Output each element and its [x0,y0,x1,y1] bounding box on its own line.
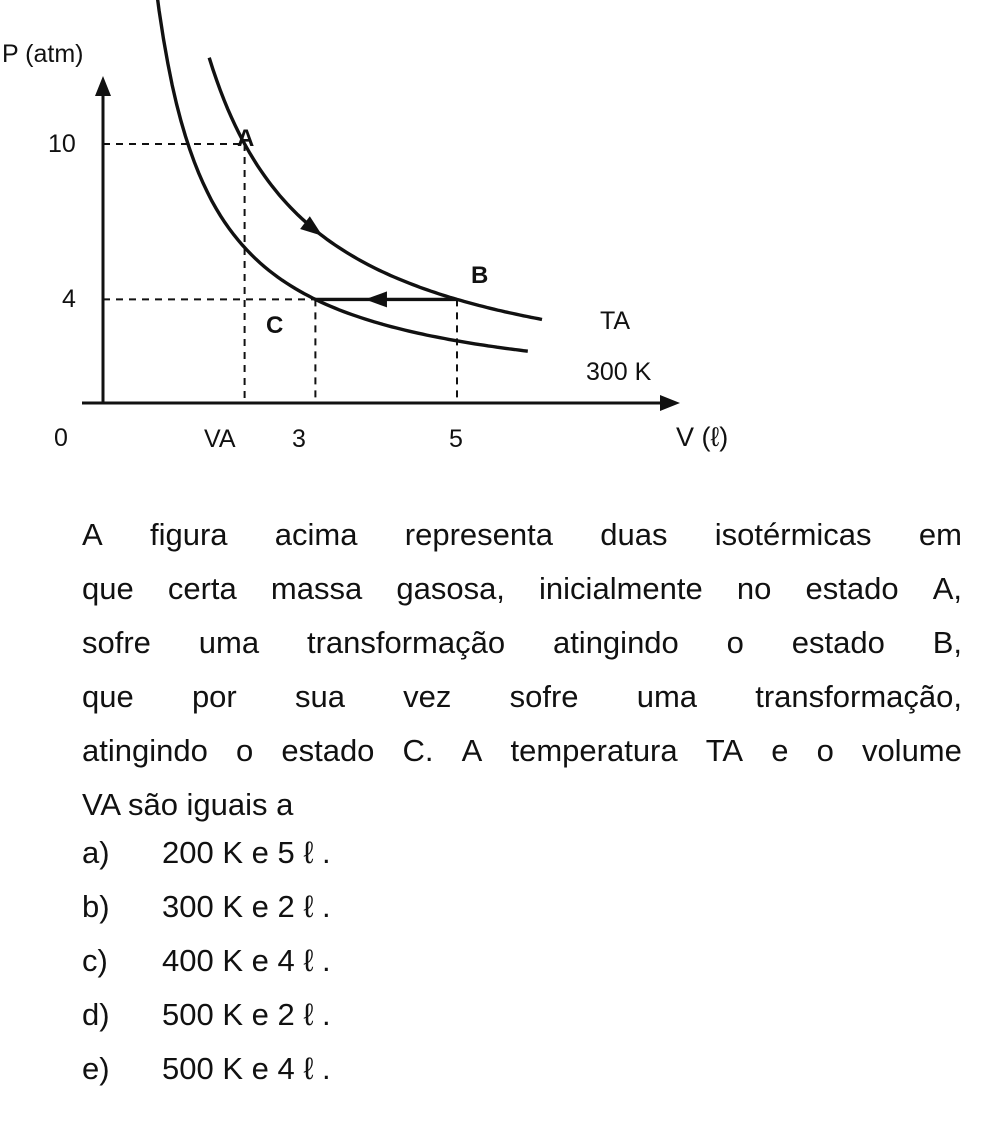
option-text: 300 K e 2 ℓ . [162,889,331,924]
option-letter: a) [82,835,110,870]
question-word: A, [932,571,962,606]
x-axis-label: V (ℓ) [676,422,729,452]
question-word: A [82,517,103,552]
question-word: estado [281,733,375,768]
question-word: figura [149,517,228,552]
question-word: inicialmente [539,571,703,606]
question-line [82,724,962,778]
question-word: sofre [509,679,579,714]
option-text: 500 K e 4 ℓ . [162,1051,331,1086]
option-letter: c) [82,943,108,978]
question-word: e [771,733,789,768]
option-text: 400 K e 4 ℓ . [162,943,331,978]
question-word: que [82,571,134,606]
question-word: estado [805,571,899,606]
question-word: isotérmicas [714,517,872,552]
question-word: volume [861,733,962,768]
x-axis-arrowhead [660,395,680,411]
pv-diagram [0,0,984,500]
question-word: TA [705,733,744,768]
option-text: 500 K e 2 ℓ . [162,997,331,1032]
question-word: estado [791,625,885,660]
option-a[interactable] [82,826,331,880]
x-tick-label-5: 5 [449,425,463,453]
question-word: no [736,571,772,606]
point-label-c: C [266,312,284,339]
origin-label: 0 [54,424,68,452]
question-word: uma [198,625,260,660]
point-label-a: A [237,125,255,152]
option-e[interactable] [82,1042,331,1096]
question-word: certa [167,571,237,606]
question-word: A [461,733,483,768]
question-line: VA são iguais a [82,787,294,822]
y-axis-label: P (atm) [2,40,84,68]
question-word: atingindo [552,625,679,660]
isotherm-ta-curve [209,58,542,320]
question-word: em [918,517,962,552]
question-word: gasosa, [396,571,505,606]
question-word: sua [294,679,345,714]
answer-options [82,826,331,1096]
point-label-b: B [471,262,489,289]
question-line [82,508,962,562]
question-word: o [816,733,834,768]
question-text [82,508,962,832]
curve-label-ta: TA [600,307,631,335]
question-line [82,562,962,616]
curve-label-300k: 300 K [586,358,652,386]
question-word: por [191,679,237,714]
option-d[interactable] [82,988,331,1042]
y-tick-label-4: 4 [62,285,76,313]
question-word: o [235,733,254,768]
option-letter: e) [82,1051,110,1086]
question-word: massa [270,571,363,606]
question-word: representa [404,517,553,552]
question-word: C. [402,733,434,768]
question-word: acima [274,517,358,552]
question-word: B, [932,625,962,660]
option-text: 200 K e 5 ℓ . [162,835,331,870]
question-word: uma [636,679,698,714]
option-letter: d) [82,997,110,1032]
question-word: temperatura [510,733,678,768]
option-b[interactable] [82,880,331,934]
arrow-left-icon [365,291,387,307]
question-line [82,670,962,724]
option-c[interactable] [82,934,331,988]
x-tick-label-3: 3 [292,425,306,453]
question-word: atingindo [82,733,208,768]
question-word: o [726,625,744,660]
question-word: sofre [82,625,151,660]
option-letter: b) [82,889,110,924]
y-tick-label-10: 10 [48,130,76,158]
question-word: vez [403,679,452,714]
y-axis-arrowhead [95,76,111,96]
x-tick-label-va: VA [204,425,236,453]
question-word: que [82,679,134,714]
question-line [82,616,962,670]
question-word: transformação [306,625,506,660]
question-word: duas [600,517,668,552]
question-word: transformação, [755,679,962,714]
